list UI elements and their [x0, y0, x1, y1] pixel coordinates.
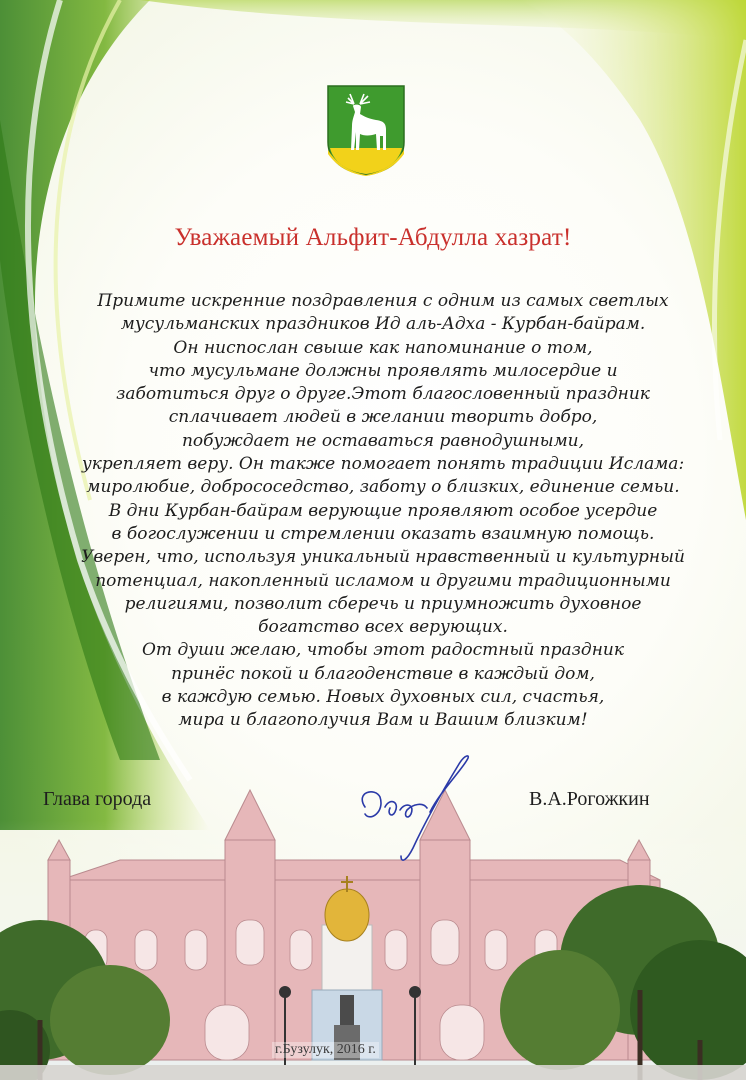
- body-line: мусульманских праздников Ид аль-Адха - Курбан-байрам.: [120, 314, 646, 335]
- body-line: богатство всех верующих.: [258, 617, 508, 638]
- body-line: В дни Курбан-байрам верующие проявляют особое усердие: [108, 500, 658, 521]
- body-line: заботиться друг о друге.Этот благословенный праздник: [116, 384, 650, 405]
- signatory-title: Глава города: [43, 788, 152, 810]
- body-line: в каждую семью. Новых духовных сил, счастья,: [161, 687, 605, 708]
- body-line: Примите искренние поздравления с одним из самых светлых: [97, 291, 669, 311]
- letter-greeting: Уважаемый Альфит-Абдулла хазрат!: [174, 224, 572, 251]
- signatory-name: В.А.Рогожкин: [529, 788, 650, 810]
- handwritten-signature: [345, 752, 480, 867]
- body-line: что мусульмане должны проявлять милосердие и: [148, 360, 618, 381]
- letter-body: [20, 290, 746, 733]
- body-line: Уверен, что, используя уникальный нравственный и культурный: [81, 547, 685, 568]
- body-line: побуждает не оставаться равнодушными,: [181, 430, 585, 451]
- place-and-year: г.Бузулук, 2016 г.: [272, 1042, 379, 1058]
- body-line: в богослужении и стремлении оказать взаимную помощь.: [111, 523, 655, 544]
- body-line: религиями, позволит сберечь и приумножить духовное: [124, 593, 642, 614]
- body-line: потенциал, накопленный исламом и другими традиционными: [95, 570, 671, 591]
- body-line: миролюбие, добрососедство, заботу о близких, единение семьи.: [86, 477, 680, 498]
- body-line: мира и благополучия Вам и Вашим близким!: [178, 710, 588, 731]
- body-line: От души желаю, чтобы этот радостный праздник: [141, 640, 624, 661]
- body-line: принёс покой и благоденствие в каждый дом,: [171, 663, 595, 684]
- body-line: укрепляет веру. Он также помогает понять традиции Ислама:: [81, 454, 685, 475]
- body-line: Он ниспослан свыше как напоминание о том,: [173, 337, 593, 358]
- city-coat-of-arms-deer-icon: [326, 84, 406, 176]
- body-line: сплачивает людей в желании творить добро,: [168, 407, 598, 428]
